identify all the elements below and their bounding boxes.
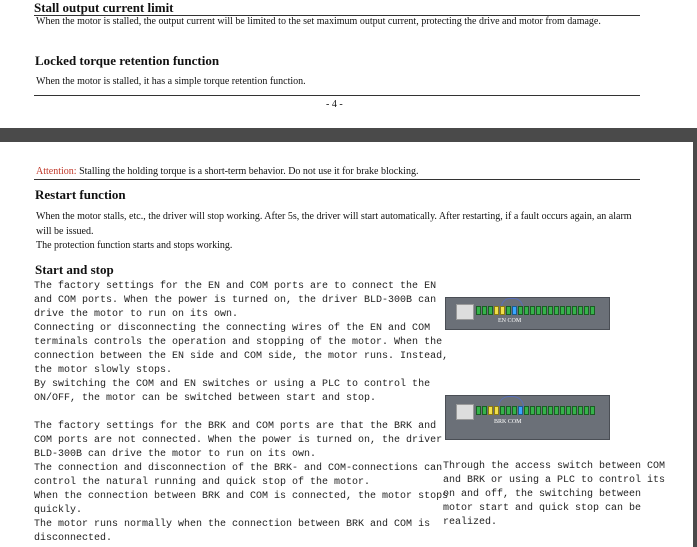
text-line: disconnected. (34, 533, 113, 544)
text-line: The factory settings for the EN and COM ports are to connect the EN (34, 281, 437, 292)
footer-rule (34, 95, 640, 96)
stall-heading: Stall output current limit (34, 0, 174, 15)
text-line: quickly. (34, 505, 83, 516)
text-line: the motor slowly stops. (34, 365, 173, 376)
text-line: terminals controls the operation and stopping of the motor. When the (34, 337, 443, 348)
right-caption (443, 460, 683, 530)
text-line: BLD-300B can drive the motor to run on its own. (34, 449, 317, 460)
text-line: on and off, the switching between (443, 489, 642, 500)
driver-image-brk-com (445, 395, 610, 440)
divider (34, 179, 640, 180)
text-line: The connection and disconnection of the BRK- and COM-connections can (34, 463, 443, 474)
text-line: The factory settings for the BRK and COM ports are that the BRK and (34, 421, 437, 432)
text-line: and COM ports. When the power is turned on, the driver BLD-300B can (34, 295, 437, 306)
dip-switch-icon (456, 304, 474, 320)
page-number: - 4 - (326, 99, 343, 110)
attention-label: Attention: (36, 166, 77, 177)
start-stop-heading: Start and stop (35, 262, 114, 277)
stall-text: When the motor is stalled, the output current will be limited to the set maximum output current, protecting the drive and motor from damage. (36, 16, 601, 27)
text-line: control the natural running and quick stop of the motor. (34, 477, 371, 488)
restart-text-1: When the motor stalls, etc., the driver will stop working. After 5s, the driver will start automatically. After restarting, if a fault occurs again, an alarm will be issued. (36, 211, 632, 237)
text-line: realized. (443, 517, 498, 528)
page-top (0, 0, 697, 128)
locked-heading: Locked torque retention function (35, 53, 220, 68)
terminal-strip (476, 406, 596, 415)
text-line: The motor runs normally when the connection between BRK and COM is (34, 519, 431, 530)
brk-com-label: BRK COM (494, 419, 522, 425)
terminal-strip (476, 306, 596, 315)
page-bottom (0, 142, 697, 547)
attention-line (36, 165, 418, 179)
locked-text: When the motor is stalled, it has a simple torque retention function. (36, 76, 306, 87)
restart-text-2: The protection function starts and stops working. (36, 240, 233, 251)
page-separator (0, 128, 697, 142)
text-line: drive the motor to run on its own. (34, 309, 239, 320)
text-line: When the connection between BRK and COM is connected, the motor stops (34, 491, 449, 502)
dip-switch-icon (456, 404, 474, 420)
en-com-label: EN COM (498, 318, 522, 324)
attention-text: Stalling the holding torque is a short-term behavior. Do not use it for brake blocking. (79, 166, 419, 177)
text-line: connection between the EN side and COM side, the motor runs. Instead, (34, 351, 449, 362)
text-line: and BRK or using a PLC to control its (443, 475, 666, 486)
text-line: motor start and quick stop can be (443, 503, 642, 514)
start-stop-block-2 (34, 420, 449, 546)
start-stop-block-1 (34, 280, 449, 406)
page-edge (693, 142, 697, 547)
text-line: Connecting or disconnecting the connecting wires of the EN and COM (34, 323, 431, 334)
text-line: ON/OFF, the motor can be switched between start and stop. (34, 393, 377, 404)
restart-heading: Restart function (35, 187, 126, 202)
text-line: COM ports are not connected. When the power is turned on, the driver (34, 435, 443, 446)
text-line: Through the access switch between COM (443, 461, 666, 472)
text-line: By switching the COM and EN switches or using a PLC to control the (34, 379, 431, 390)
driver-image-en-com (445, 297, 610, 330)
